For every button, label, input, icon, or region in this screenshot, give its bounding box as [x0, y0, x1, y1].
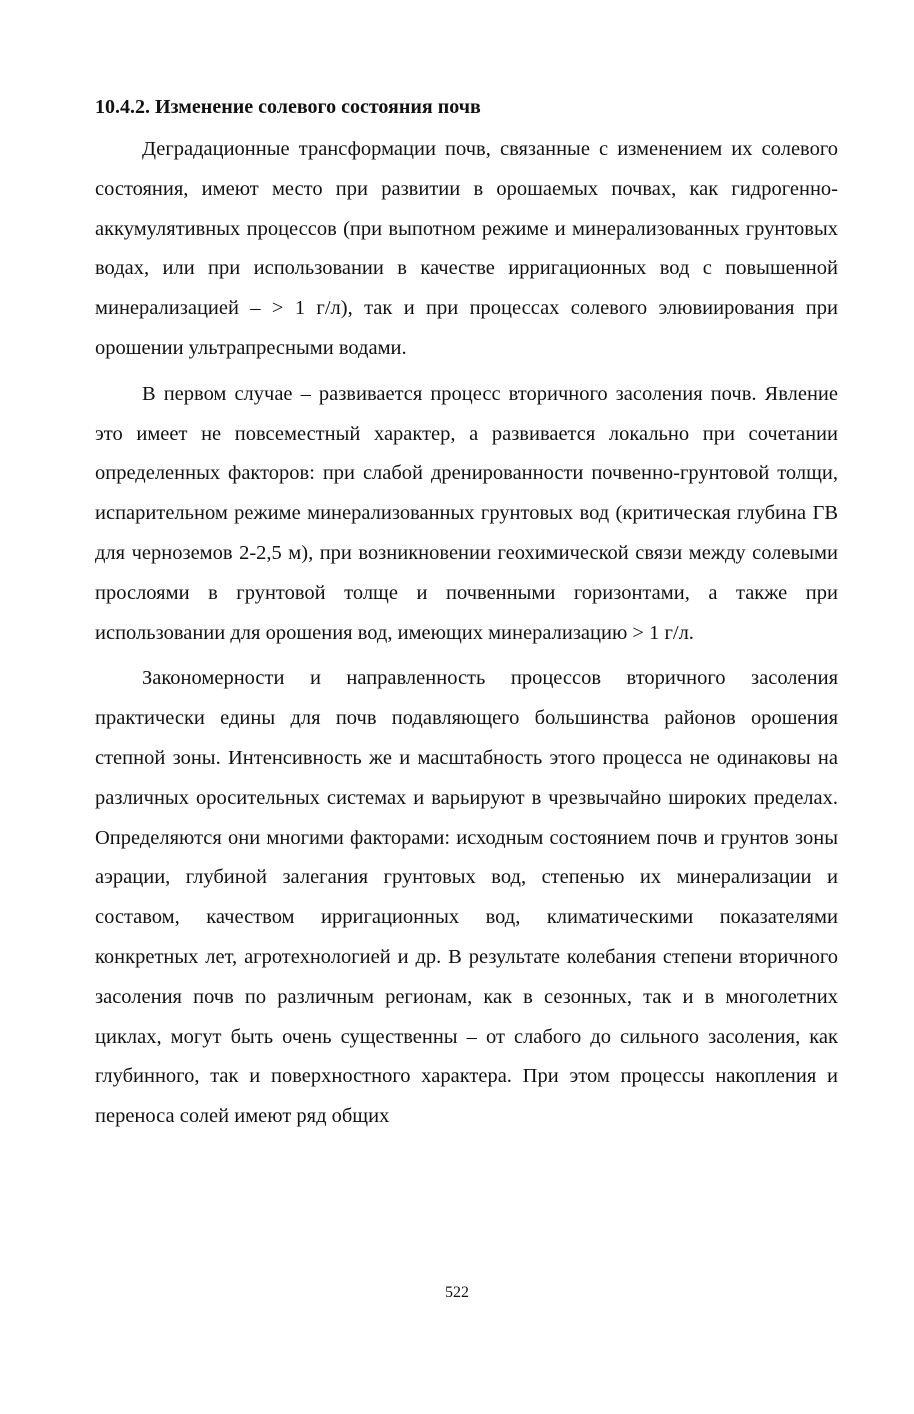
paragraph-1: Деградационные трансформации почв, связанные с изменением их солевого состояния, имеют место при развитии в орошаемых почвах, как гидрогенно-аккумулятивных процессов (при выпотном режиме и минерализованных грунтовых водах, или при использовании в качестве ирригационных вод с повышенной минерализацией – > 1 г/л), так и при процессах солевого элювиирования при орошении ультрапресными водами. — [95, 138, 838, 359]
section-heading: 10.4.2. Изменение солевого состояния почв — [95, 96, 481, 118]
page-number: 522 — [445, 1284, 469, 1301]
paragraph-2: В первом случае – развивается процесс вторичного засоления почв. Явление это имеет не повсеместный характер, а развивается локально при сочетании определенных факторов: при слабой дренированности почвенно-грунтовой толщи, испарительном режиме минерализованных грунтовых вод (критическая глубина ГВ для черноземов 2-2,5 м), при возникновении геохимической связи между солевыми прослоями в грунтовой толще и почвенными горизонтами, а также при использовании для орошения вод, имеющих минерализацию > 1 г/л. — [95, 382, 838, 644]
paragraph-3: Закономерности и направленность процессов вторичного засоления практически едины для почв подавляющего большинства районов орошения степной зоны. Интенсивность же и масштабность этого процесса не одинаковы на различных оросительных системах и варьируют в чрезвычайно широких пределах. Определяются они многими факторами: исходным состоянием почв и грунтов зоны аэрации, глубиной залегания грунтовых вод, степенью их минерализации и составом, качеством ирригационных вод, климатическими показателями конкретных лет, агротехнологией и др. В результате колебания степени вторичного засоления почв по различным регионам, как в сезонных, так и в многолетних циклах, могут быть очень существенны – от слабого до сильного засоления, как глубинного, так и поверхностного характера. При этом процессы накопления и переноса солей имеют ряд общих — [95, 667, 838, 1128]
page-content — [95, 92, 838, 1137]
